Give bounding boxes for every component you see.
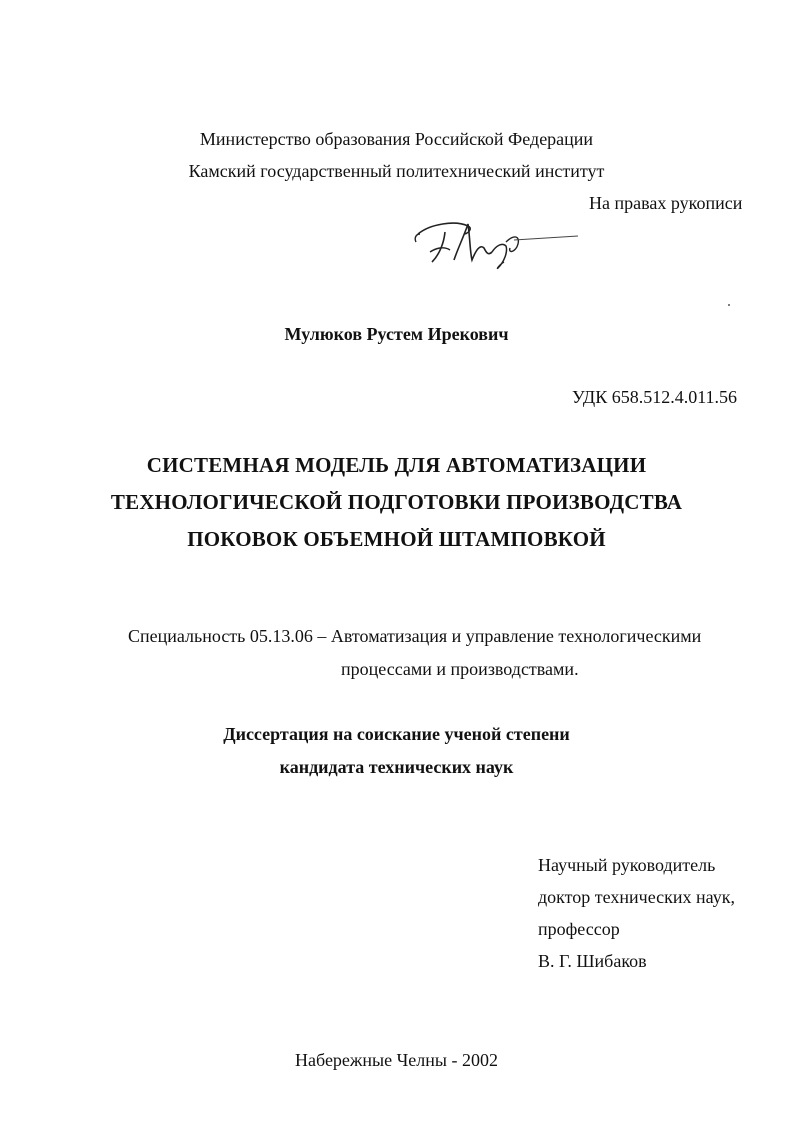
handwritten-signature: [410, 212, 580, 274]
title-line-1: СИСТЕМНАЯ МОДЕЛЬ ДЛЯ АВТОМАТИЗАЦИИ: [146, 453, 647, 477]
scan-speck: [728, 304, 730, 306]
specialty-line-1: Специальность 05.13.06 – Автоматизация и управление технологическими: [128, 626, 702, 646]
institute-line: Камский государственный политехнический институт: [188, 161, 605, 181]
footer-place-year: Набережные Челны - 2002: [295, 1050, 498, 1070]
ministry-line: Министерство образования Российской Федерации: [199, 129, 594, 149]
supervisor-role: Научный руководитель: [538, 855, 716, 875]
specialty-line-2: процессами и производствами.: [341, 659, 579, 679]
dissertation-line-2: кандидата технических наук: [279, 757, 514, 777]
author-name: Мулюков Рустем Ирекович: [284, 324, 509, 344]
supervisor-name: В. Г. Шибаков: [538, 951, 647, 971]
dissertation-line-1: Диссертация на соискание ученой степени: [223, 724, 570, 744]
rights-line: На правах рукописи: [589, 193, 743, 213]
supervisor-rank: профессор: [538, 919, 620, 939]
title-line-3: ПОКОВОК ОБЪЕМНОЙ ШТАМПОВКОЙ: [187, 527, 606, 551]
supervisor-degree: доктор технических наук,: [538, 887, 735, 907]
udk-code: УДК 658.512.4.011.56: [572, 387, 738, 407]
title-line-2: ТЕХНОЛОГИЧЕСКОЙ ПОДГОТОВКИ ПРОИЗВОДСТВА: [110, 490, 683, 514]
